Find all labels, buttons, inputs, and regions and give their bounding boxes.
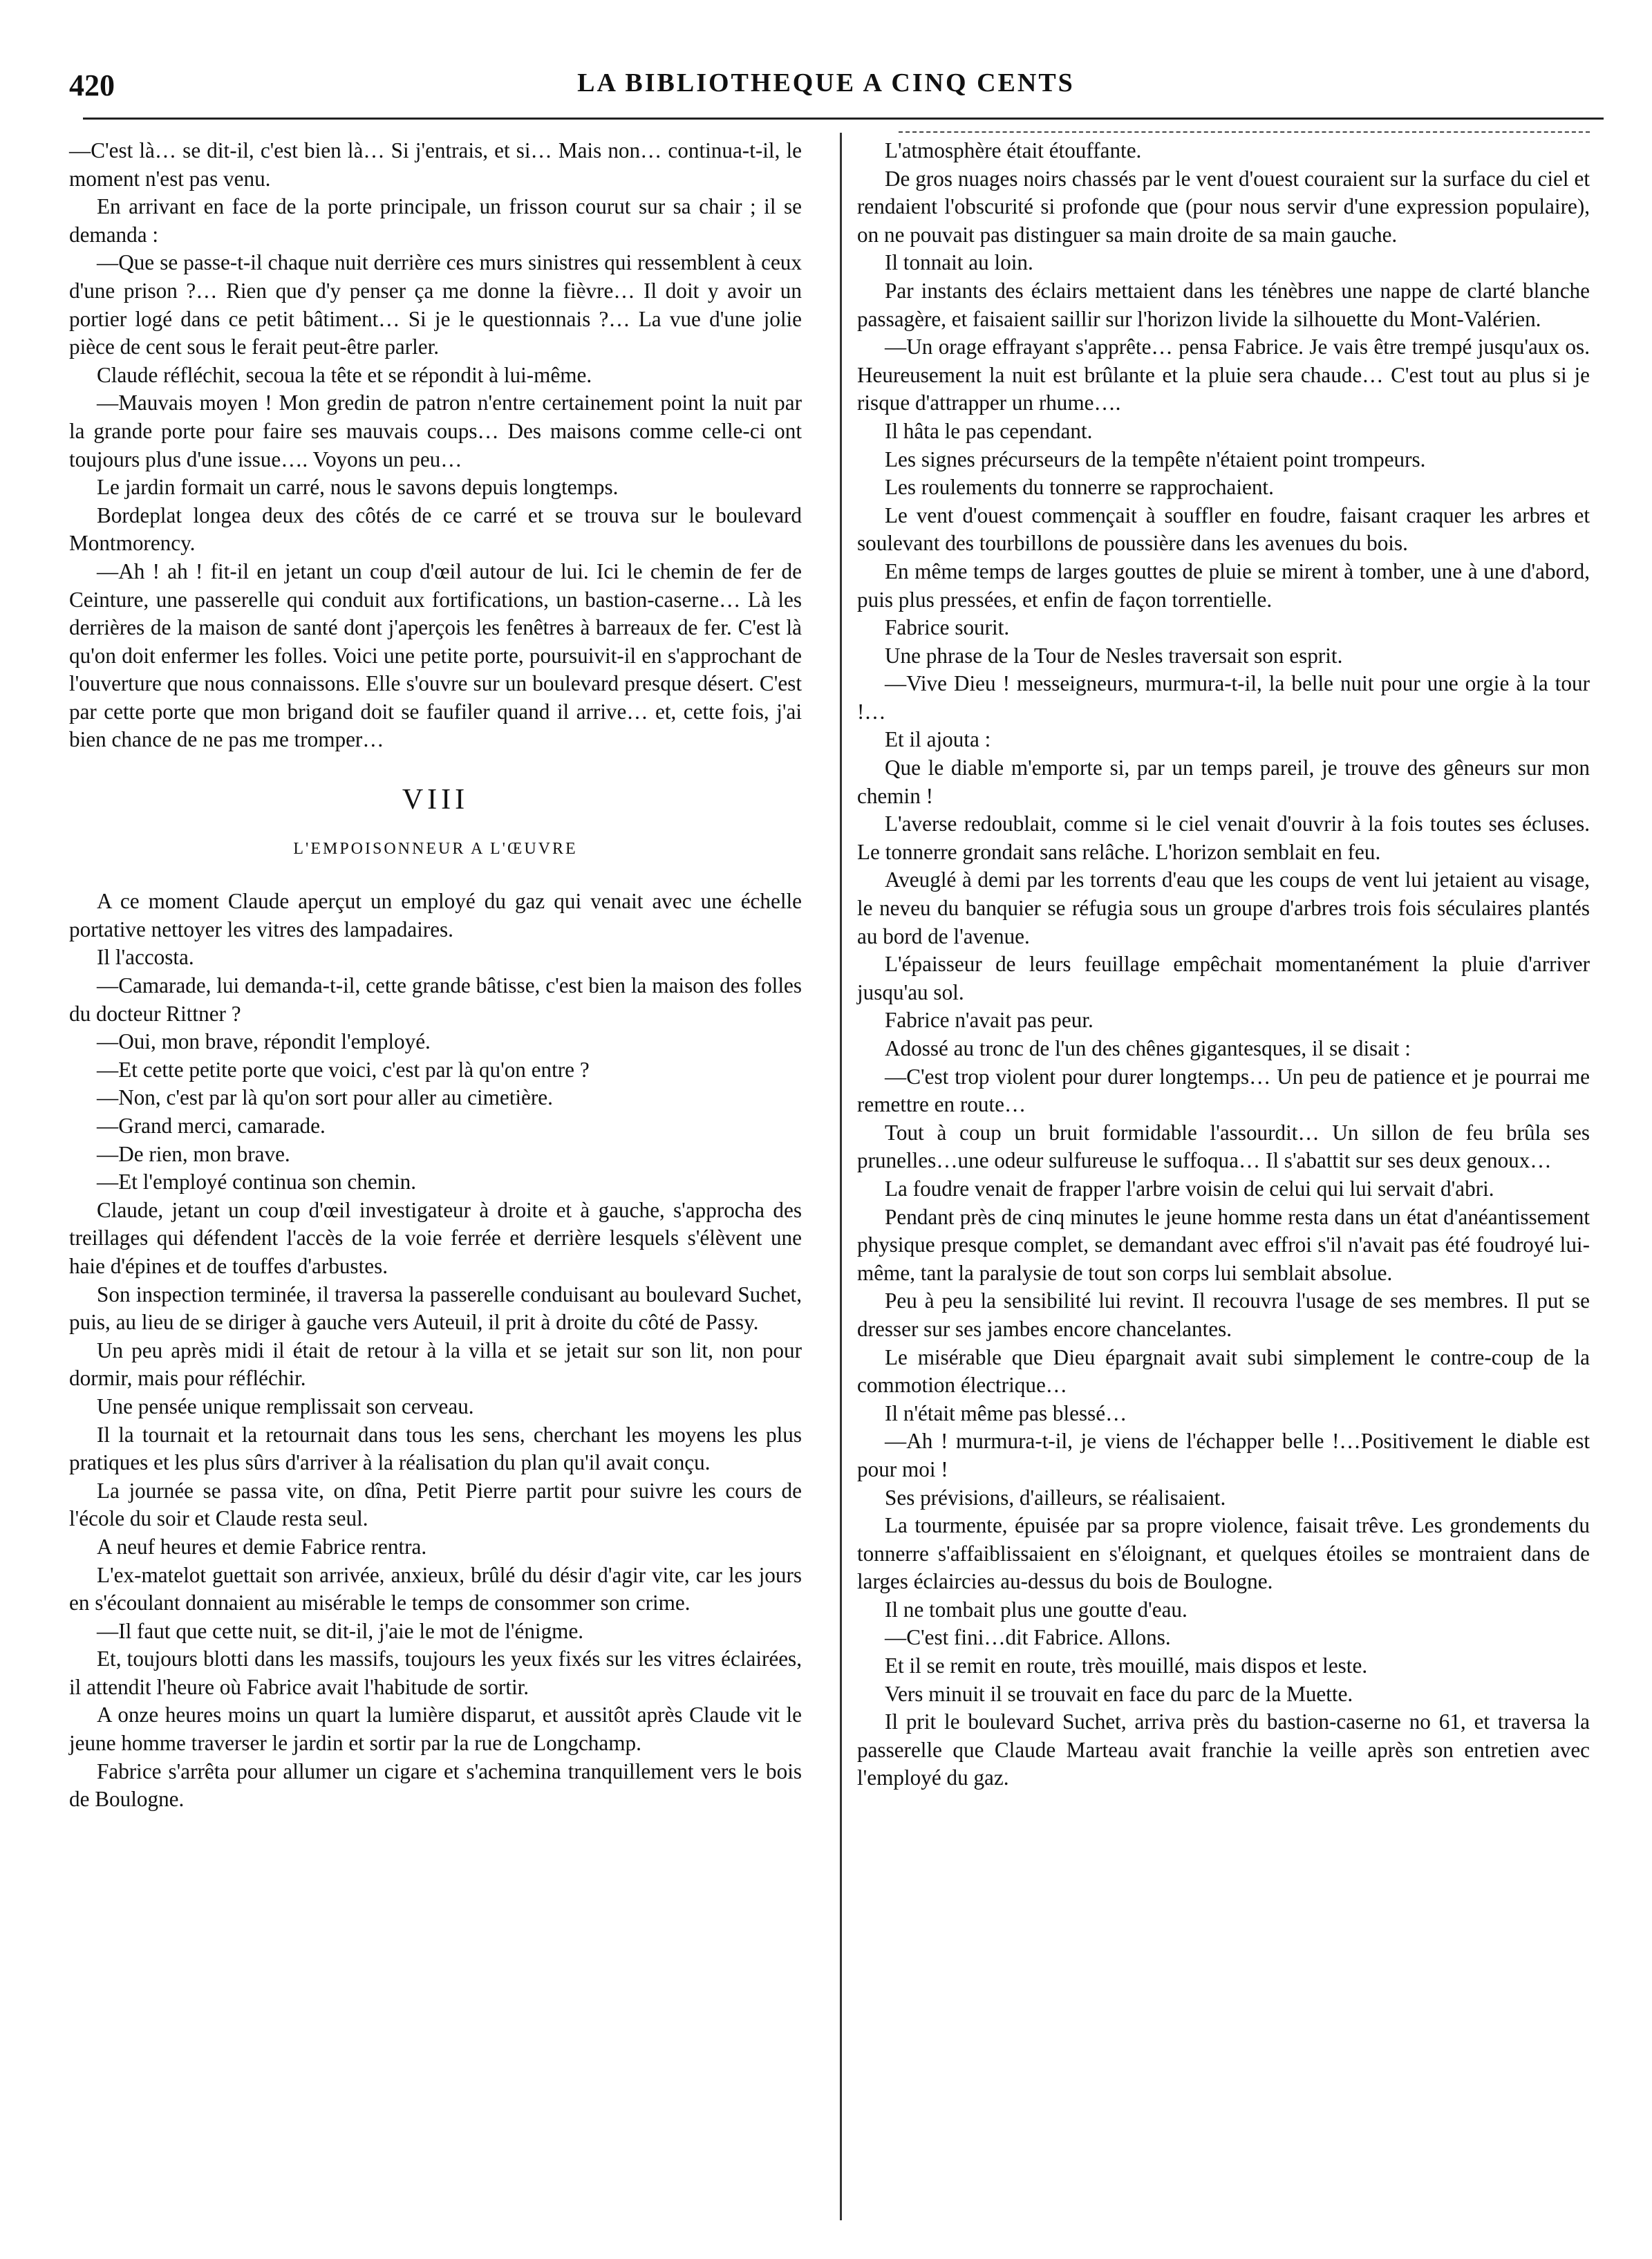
column-divider [840, 133, 842, 2220]
paragraph: Le misérable que Dieu épargnait avait subi simplement le contre-coup de la commotion électrique… [857, 1344, 1590, 1398]
paragraph: Peu à peu la sensibilité lui revint. Il recouvra l'usage de ses membres. Il put se dresser sur ses jambes encore chancelantes. [857, 1288, 1590, 1341]
paragraph: En arrivant en face de la porte principale, un frisson courut sur sa chair ; il se demanda : [69, 194, 802, 247]
paragraph: De gros nuages noirs chassés par le vent d'ouest couraient sur la surface du ciel et rendaient l'obscurité si profonde que (pour nous servir d'une expression populaire), on ne pouvait pas distinguer sa main droite de sa main gauche. [857, 166, 1590, 247]
paragraph: —Et cette petite porte que voici, c'est par là qu'on entre ? [97, 1057, 590, 1082]
paragraph: Il prit le boulevard Suchet, arriva près du bastion-caserne no 61, et traversa la passerelle que Claude Marteau avait franchie la veille après son entretien avec l'employé du gaz. [857, 1709, 1590, 1790]
paragraph: —C'est là… se dit-il, c'est bien là… Si j'entrais, et si… Mais non… continua-t-il, le moment n'est pas venu. [69, 138, 802, 191]
paragraph: —Camarade, lui demanda-t-il, cette grande bâtisse, c'est bien la maison des folles du docteur Rittner ? [69, 973, 802, 1026]
paragraph: L'épaisseur de leurs feuillage empêchait momentanément la pluie d'arriver jusqu'au sol. [857, 952, 1590, 1004]
paragraph: La foudre venait de frapper l'arbre voisin de celui qui lui servait d'abri. [885, 1176, 1494, 1201]
left-column [69, 137, 802, 1814]
paragraph: —Mauvais moyen ! Mon gredin de patron n'entre certainement point la nuit par la grande porte pour faire ses mauvais coups… Des maisons comme celle-ci ont toujours plus d'une issue…. Voyons un peu… [69, 391, 802, 471]
paragraph: L'atmosphère était étouffante. [885, 138, 1142, 162]
paragraph: Les roulements du tonnerre se rapprochaient. [885, 475, 1274, 500]
paragraph: Pendant près de cinq minutes le jeune homme resta dans un état d'anéantissement physique presque complet, se demandant avec effroi s'il n'avait pas été foudroyé lui-même, tant la paralysie de tout son corps lui semblait absolue. [857, 1204, 1590, 1285]
paragraph: —Ah ! murmura-t-il, je viens de l'échapper belle !…Positivement le diable est pour moi ! [857, 1429, 1590, 1481]
paragraph: Aveuglé à demi par les torrents d'eau que les coups de vent lui jetaient au visage, le neveu du banquier se réfugia sous un groupe d'arbres trois fois séculaires plantés au bord de l'avenue. [857, 868, 1590, 948]
paragraph: Fabrice s'arrêta pour allumer un cigare et s'achemina tranquillement vers le bois de Boulogne. [69, 1759, 802, 1812]
paragraph: A ce moment Claude aperçut un employé du gaz qui venait avec une échelle portative nettoyer les vitres des lampadaires. [69, 889, 802, 941]
header-dashed-rule [899, 131, 1590, 133]
paragraph: —Grand merci, camarade. [97, 1114, 326, 1138]
paragraph: Et il ajouta : [885, 727, 991, 752]
paragraph: L'averse redoublait, comme si le ciel venait d'ouvrir à la fois toutes ses écluses. Le tonnerre grondait sans relâche. L'horizon semblait en feu. [857, 812, 1590, 864]
paragraph: —C'est fini…dit Fabrice. Allons. [885, 1625, 1171, 1650]
paragraph: Une phrase de la Tour de Nesles traversait son esprit. [885, 643, 1343, 668]
paragraph: —Un orage effrayant s'apprête… pensa Fabrice. Je vais être trempé jusqu'aux os. Heureusement la nuit est brûlante et la pluie sera chaude… C'est tout au plus si je risque d'attrapper un rhume…. [857, 335, 1590, 415]
paragraph: La tourmente, épuisée par sa propre violence, faisait trêve. Les grondements du tonnerre s'affaiblissaient en s'éloignant, et quelques étoiles se montraient dans de larges éclaircies au-dessus du bois de Boulogne. [857, 1513, 1590, 1594]
paragraph: A neuf heures et demie Fabrice rentra. [97, 1534, 427, 1559]
paragraph: —Non, c'est par là qu'on sort pour aller au cimetière. [97, 1085, 553, 1110]
paragraph: Et, toujours blotti dans les massifs, toujours les yeux fixés sur les vitres éclairées, il attendit l'heure où Fabrice avait l'habitude de sortir. [69, 1647, 802, 1699]
paragraph: —Ah ! ah ! fit-il en jetant un coup d'œil autour de lui. Ici le chemin de fer de Ceinture, une passerelle qui conduit aux fortifications, un bastion-caserne… Là les derrières de la maison de santé dont j'aperçois les fenêtres à barreaux de fer. C'est là qu'on doit enfermer les folles. Voici une petite porte, poursuivit-il en s'approchant de l'ouverture que nous connaissons. Elle s'ouvre sur un boulevard presque désert. C'est par cette porte que mon brigand doit se faufiler quand il arrive… et, cette fois, j'ai bien chance de ne pas me tromper… [69, 559, 802, 752]
paragraph: —Que se passe-t-il chaque nuit derrière ces murs sinistres qui ressemblent à ceux d'une prison ?… Rien que d'y penser ça me donne la fièvre… Il doit y avoir un portier logé dans ce petit bâtiment… Si je le questionnais ?… La vue d'une jolie pièce de cent sous le ferait peut-être parler. [69, 250, 802, 359]
paragraph: Une pensée unique remplissait son cerveau. [97, 1394, 474, 1418]
paragraph: Il la tournait et la retournait dans tous les sens, cherchant les moyens les plus pratiques et les plus sûrs d'arriver à la réalisation du plan qu'il avait conçu. [69, 1422, 802, 1475]
running-title: LA BIBLIOTHEQUE A CINQ CENTS [577, 68, 1075, 97]
paragraph: Un peu après midi il était de retour à la villa et se jetait sur son lit, non pour dormir, mais pour réfléchir. [69, 1338, 802, 1391]
paragraph: Il hâta le pas cependant. [885, 418, 1093, 443]
paragraph: Adossé au tronc de l'un des chênes gigantesques, il se disait : [885, 1036, 1411, 1060]
paragraph: —Et l'employé continua son chemin. [97, 1170, 417, 1194]
paragraph: A onze heures moins un quart la lumière disparut, et aussitôt après Claude vit le jeune homme traverser le jardin et sortir par la rue de Longchamp. [69, 1703, 802, 1756]
paragraph: Vers minuit il se trouvait en face du parc de la Muette. [885, 1681, 1353, 1706]
paragraph: Fabrice sourit. [885, 615, 1010, 640]
header-rule [83, 118, 1604, 120]
paragraph: Claude, jetant un coup d'œil investigateur à droite et à gauche, s'approcha des treillages qui défendent l'accès de la voie ferrée et derrière lesquels s'élèvent une haie d'épines et de touffes d'arbustes. [69, 1197, 802, 1278]
page-number: 420 [69, 68, 115, 102]
paragraph: La journée se passa vite, on dîna, Petit Pierre partit pour suivre les cours de l'école du soir et Claude resta seul. [69, 1478, 802, 1531]
page-header [69, 68, 1583, 109]
paragraph: Il l'accosta. [97, 945, 194, 970]
paragraph: En même temps de larges gouttes de pluie se mirent à tomber, une à une d'abord, puis plus pressées, et enfin de façon torrentielle. [857, 559, 1590, 612]
paragraph: Son inspection terminée, il traversa la passerelle conduisant au boulevard Suchet, puis, au lieu de se diriger à gauche vers Auteuil, il prit à droite du côté de Passy. [69, 1282, 802, 1335]
paragraph: Et il se remit en route, très mouillé, mais dispos et leste. [885, 1653, 1368, 1678]
paragraph: Ses prévisions, d'ailleurs, se réalisaient. [885, 1485, 1226, 1510]
chapter-number: VIII [402, 784, 469, 816]
paragraph: —Oui, mon brave, répondit l'employé. [97, 1029, 431, 1054]
paragraph: —De rien, mon brave. [97, 1141, 290, 1166]
paragraph: Tout à coup un bruit formidable l'assourdit… Un sillon de feu brûla ses prunelles…une odeur sulfureuse le suffoqua… Il s'abattit sur ses deux genoux… [857, 1120, 1590, 1173]
paragraph: Par instants des éclairs mettaient dans les ténèbres une nappe de clarté blanche passagère, et faisaient saillir sur l'horizon livide la silhouette du Mont-Valérien. [857, 278, 1590, 331]
paragraph: —Vive Dieu ! messeigneurs, murmura-t-il, la belle nuit pour une orgie à la tour !… [857, 671, 1590, 724]
paragraph: Fabrice n'avait pas peur. [885, 1008, 1093, 1033]
chapter-title: L'EMPOISONNEUR A L'ŒUVRE [293, 839, 578, 858]
paragraph: Il n'était même pas blessé… [885, 1400, 1127, 1425]
right-column [857, 137, 1590, 1792]
paragraph: L'ex-matelot guettait son arrivée, anxieux, brûlé du désir d'agir vite, car les jours en s'écoulant donnaient au misérable le temps de consommer son crime. [69, 1562, 802, 1615]
paragraph: Il ne tombait plus une goutte d'eau. [885, 1597, 1188, 1622]
paragraph: Claude réfléchit, secoua la tête et se répondit à lui-même. [97, 362, 592, 387]
paragraph: —C'est trop violent pour durer longtemps… Un peu de patience et je pourrai me remettre en route… [857, 1064, 1590, 1117]
paragraph: Les signes précurseurs de la tempête n'étaient point trompeurs. [885, 447, 1426, 471]
paragraph: Le vent d'ouest commençait à souffler en foudre, faisant craquer les arbres et soulevant des tourbillons de poussière dans les avenues du bois. [857, 503, 1590, 556]
paragraph: Que le diable m'emporte si, par un temps pareil, je trouve des gêneurs sur mon chemin ! [857, 756, 1590, 808]
paragraph: Le jardin formait un carré, nous le savons depuis longtemps. [97, 475, 619, 500]
paragraph: —Il faut que cette nuit, se dit-il, j'aie le mot de l'énigme. [97, 1618, 584, 1643]
paragraph: Il tonnait au loin. [885, 250, 1033, 275]
paragraph: Bordeplat longea deux des côtés de ce carré et se trouva sur le boulevard Montmorency. [69, 503, 802, 556]
